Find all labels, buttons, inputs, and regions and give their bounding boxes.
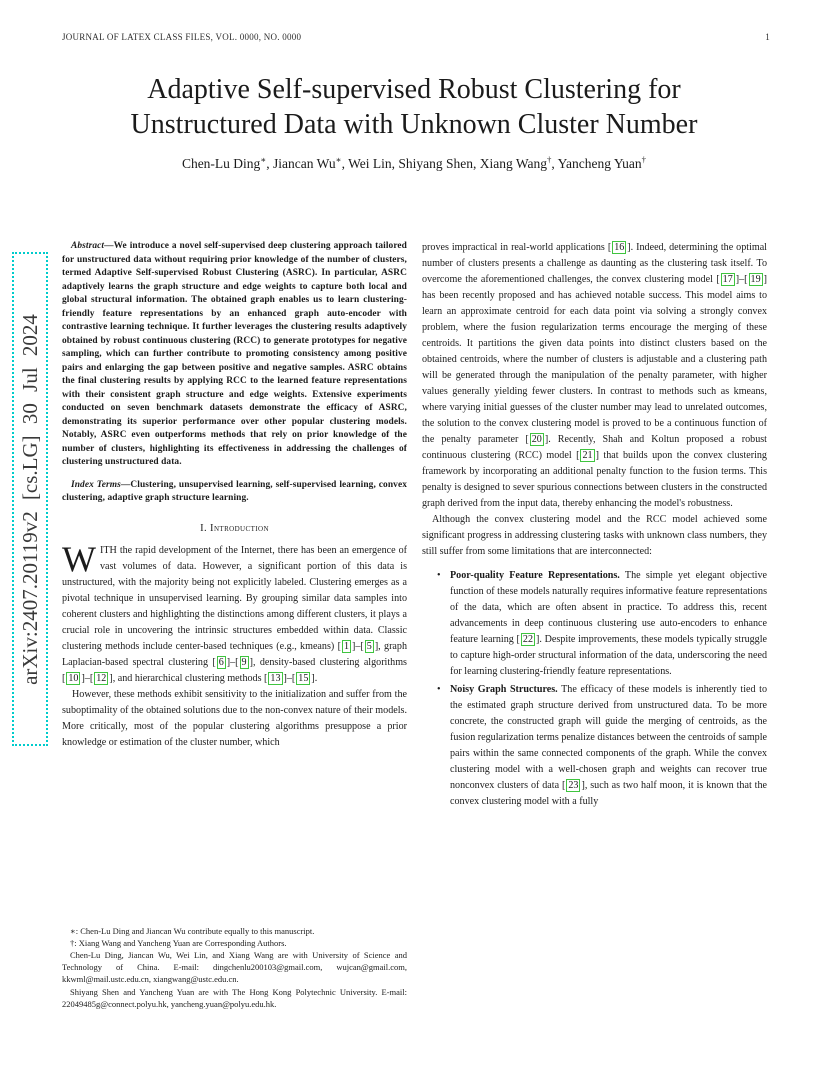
arxiv-stamp-text[interactable]: arXiv:2407.20119v2 [cs.LG] 30 Jul 2024 (17, 313, 42, 685)
running-header (62, 32, 770, 42)
arxiv-stamp[interactable] (12, 252, 48, 746)
abstract-paragraph: Abstract—We introduce a novel self-supervised deep clustering approach tailored for unstructured data without requiring prior knowledge of the number of clusters, termed Adaptive Self-supervised Robust Clustering (ASRC). In particular, ASRC adaptively learns the graph structure and edge weights to capture both local and global structural information. The obtained graph enables us to learn clustering-friendly feature representations by an enhanced graph auto-encoder with contrastive learning technique. It further leverages the clustering results adaptively obtained by robust continuous clustering (RCC) to generate prototypes for negative sampling, which can further contribute to promoting consistency among positive pairs and enlarging the gap between positive and negative samples. ASRC obtains the final clustering results by applying RCC to the learned feature representations with their consistent graph structure and edge weights. Extensive experiments conducted on seven benchmark datasets demonstrate the efficacy of ASRC, demonstrating its superior performance over other popular clustering models. Notably, ASRC even outperforms methods that rely on prior knowledge of the number of clusters, highlighting its effectiveness in addressing the challenges of clustering unstructured data. (62, 241, 407, 467)
intro-paragraph-1 (62, 538, 407, 687)
journal-header: JOURNAL OF LATEX CLASS FILES, VOL. 0000, NO. 0000 (62, 32, 302, 42)
drop-cap: W (62, 538, 96, 579)
intro-paragraph-2: However, these methods exhibit sensitivity to the initialization and suffer from the suboptimality of the obtained solutions due to the non-convex nature of their models. More critically, most of the popular clustering algorithms presuppose a prior knowledge or estimation of the cluster number, which (62, 688, 407, 748)
page-number: 1 (765, 32, 770, 42)
footnote-affiliation-ustc: Chen-Lu Ding, Jiancan Wu, Wei Lin, and Xiang Wang are with University of Science and Technology of China. E-mail: dingchenlu200103@gmail.com, wujcan@gmail.com, kkwml@mail.ustc.edu.cn, xiangwang@ustc.edu.cn. (62, 949, 407, 985)
citation-link[interactable]: 10 (68, 672, 79, 684)
citation-link[interactable]: 20 (531, 434, 542, 445)
citation-link[interactable]: 1 (343, 640, 349, 652)
section-heading-introduction (62, 523, 407, 534)
section-title: Introduction (210, 522, 269, 534)
footnote-equal-contribution: ∗: Chen-Lu Ding and Jiancan Wu contribute equally to this manuscript. (70, 925, 315, 936)
citation-link[interactable]: 21 (582, 450, 593, 461)
footnote-block (62, 921, 407, 1010)
index-terms: Index Terms—Clustering, unsupervised learning, self-supervised learning, convex clustering, adaptive graph structure learning. (62, 479, 407, 503)
citation-link[interactable]: 16 (614, 242, 625, 253)
left-column (62, 240, 407, 1012)
intro-paragraph-1-text: ITH the rapid development of the Internet, there has been an emergence of vast volumes of data. However, a significant portion of this data is unstructured, with the majority being not explicitly labeled. Clustering emerges as a pivotal technique in unsupervised learning. By grouping similar data samples into coherent clusters and highlighting the distinctions among different clusters, it plays a crucial role in uncovering the intrinsic structures embedded within data. Classic clustering methods include center-based techniques (e.g., kmeans) [ 1 ]–[ 5 ], graph Laplacian-based spectral clustering [ 6 ]–[ 9 ], density-based clustering algorithms [ 10 ]–[ 12 ], and hierarchical clustering methods [ 13 ]–[ 15 ]. (62, 544, 407, 684)
citation-link[interactable]: 9 (241, 656, 247, 668)
authors-line: Chen-Lu Ding∗, Jiancan Wu∗, Wei Lin, Shiyang Shen, Xiang Wang†, Yancheng Yuan† (181, 154, 647, 171)
limitations-list (422, 568, 767, 810)
citation-link[interactable]: 15 (298, 672, 309, 684)
paper-title: Adaptive Self-supervised Robust Clustering for Unstructured Data with Unknown Cluster Number (130, 74, 698, 140)
bullet-item-poor-quality-features: • Poor-quality Feature Representations. The simple yet elegant objective function of these models naturally requires informative feature representations of the data, which are often absent in practice. To address this, recent advancements in deep continuous clustering use auto-encoders to enhance feature learning [ 22 ]. Despite improvements, these models typically struggle to capture high-order structural information of the data, underscoring the need for learning clustering-friendly feature representations. (450, 568, 767, 680)
footnote-affiliation-polyu: Shiyang Shen and Yancheng Yuan are with The Hong Kong Polytechnic University. E-mail: 22049485g@connect.polyu.hk, yancheng.yuan@polyu.edu.hk. (62, 986, 407, 1009)
right-column (422, 240, 767, 1012)
citation-link[interactable]: 13 (270, 672, 281, 684)
citation-link[interactable]: 22 (522, 634, 533, 645)
citation-link[interactable]: 17 (722, 274, 733, 285)
footnote-corresponding-authors: †: Xiang Wang and Yancheng Yuan are Corresponding Authors. (70, 937, 287, 948)
citation-link[interactable]: 23 (568, 780, 579, 791)
right-paragraph-1: proves impractical in real-world applications [ 16 ]. Indeed, determining the optimal number of clusters presents a challenge as daunting as the clustering task itself. To overcome the aforementioned challenges, the convex clustering model [ 17 ]–[ 19 ] has been recently proposed and has achieved notable success. This model aims to learn an approximate centroid for each data point via solving a strongly convex problem, where the fusion regularization terms encourage the merging of these centroids. It partitions the given data points into distinct clusters based on the obtained centroids, where the number of clusters is adjustable and a clustering path will be generated through the manipulation of the penalty parameter, with higher values generally yielding fewer clusters. In contrast to methods such as kmeans, where varying initial guesses of the cluster number may lead to unrelated outcomes, the solution to the convex clustering model is proved to be a continuous function of the penalty parameter [ 20 ]. Recently, Shah and Koltun proposed a robust continuous clustering (RCC) model [ 21 ] that builds upon the convex clustering framework by incorporating an additional penalty function to the fusion terms. This penalty is designed to sever spurious connections between clusters in the constructed graph derived from the input data, thereby enhancing the model's robustness. (422, 242, 767, 509)
bullet-item-noisy-graph-structures: • Noisy Graph Structures. The efficacy of these models is inherently tied to the estimated graph structure derived from unstructured data. To be more concrete, the constructed graph will guide the merging of centroids, as the fusion regularization terms penalize distances between the centroids of sample pairs within the same connected components of the graph. While the convex clustering model with a well-chosen graph and weights can recover true nonconvex clusters of data [ 23 ], such as two half moon, it is known that the convex clustering model with a fully (450, 682, 767, 810)
citation-link[interactable]: 6 (218, 656, 224, 668)
right-paragraph-2: Although the convex clustering model and the RCC model achieved some significant progress in addressing clustering tasks with unknown class numbers, they still suffer from some limitations that are interconnected: (422, 514, 767, 557)
body-columns (62, 240, 768, 1012)
citation-link[interactable]: 5 (366, 640, 372, 652)
section-number: I. (200, 522, 208, 534)
citation-link[interactable]: 19 (750, 274, 761, 285)
citation-link[interactable]: 12 (96, 672, 107, 684)
